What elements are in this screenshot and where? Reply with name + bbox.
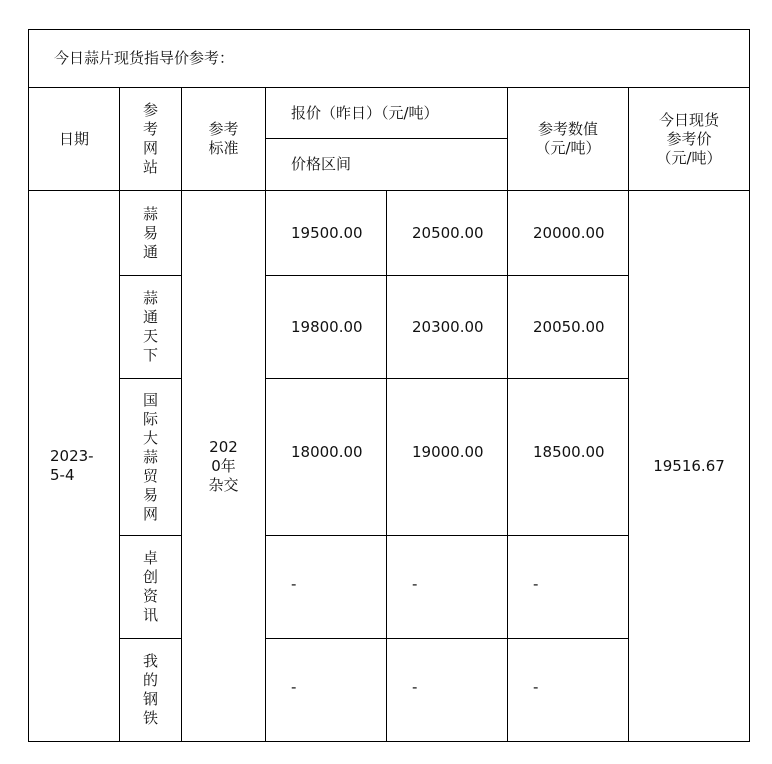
header-today-line1: 今日现货 bbox=[658, 110, 719, 129]
site-cell bbox=[120, 379, 181, 535]
site-cell bbox=[120, 191, 181, 275]
site-name: 我的钢铁 bbox=[142, 652, 158, 727]
today-price-cell: 19516.67 bbox=[653, 456, 725, 475]
range-low-cell: - bbox=[291, 677, 297, 696]
range-high-cell: 20300.00 bbox=[412, 317, 484, 336]
header-site-text: 参考网站 bbox=[142, 101, 158, 176]
range-low-cell: 19800.00 bbox=[291, 317, 363, 336]
header-today-line3: （元/吨） bbox=[656, 148, 722, 167]
ref-value-cell: - bbox=[533, 574, 539, 593]
range-low-cell: 18000.00 bbox=[291, 442, 363, 461]
range-high-cell: - bbox=[412, 574, 418, 593]
header-site bbox=[120, 88, 181, 190]
header-ref-value bbox=[508, 88, 628, 190]
site-name: 蒜易通 bbox=[142, 204, 158, 261]
header-ref-value-line2: （元/吨） bbox=[535, 139, 601, 157]
site-cell bbox=[120, 536, 181, 638]
range-low-cell: 19500.00 bbox=[291, 223, 363, 242]
site-name: 国际大蒜贸易网 bbox=[142, 390, 158, 523]
header-today-price bbox=[629, 88, 749, 190]
header-range: 价格区间 bbox=[291, 155, 352, 173]
header-today-line2: 参考价 bbox=[666, 129, 712, 148]
header-quote: 报价（昨日）（元/吨） bbox=[291, 103, 439, 122]
site-name: 蒜通天下 bbox=[142, 289, 158, 364]
border-bottom bbox=[28, 741, 750, 742]
standard-cell bbox=[182, 191, 265, 741]
ref-value-cell: 18500.00 bbox=[533, 442, 605, 461]
range-high-cell: - bbox=[412, 677, 418, 696]
site-name: 卓创资讯 bbox=[142, 549, 158, 624]
col-rule-4 bbox=[386, 190, 387, 742]
header-ref-value-line1: 参考数值 bbox=[537, 120, 598, 138]
col-rule-3 bbox=[265, 87, 266, 742]
border-right bbox=[749, 29, 750, 742]
range-high-cell: 19000.00 bbox=[412, 442, 484, 461]
header-standard bbox=[182, 88, 265, 190]
site-cell bbox=[120, 276, 181, 378]
range-high-cell: 20500.00 bbox=[412, 223, 484, 242]
ref-value-cell: 20000.00 bbox=[533, 223, 605, 242]
range-low-cell: - bbox=[291, 574, 297, 593]
site-cell bbox=[120, 639, 181, 741]
table-title: 今日蒜片现货指导价参考： bbox=[54, 49, 235, 67]
date-value: 2023-5-4 bbox=[50, 447, 94, 484]
header-standard-text: 参考标准 bbox=[208, 120, 239, 157]
standard-value: 2020年杂交 bbox=[208, 437, 239, 494]
date-cell bbox=[29, 191, 119, 741]
header-date: 日期 bbox=[58, 129, 89, 148]
ref-value-cell: 20050.00 bbox=[533, 317, 605, 336]
ref-value-cell: - bbox=[533, 677, 539, 696]
